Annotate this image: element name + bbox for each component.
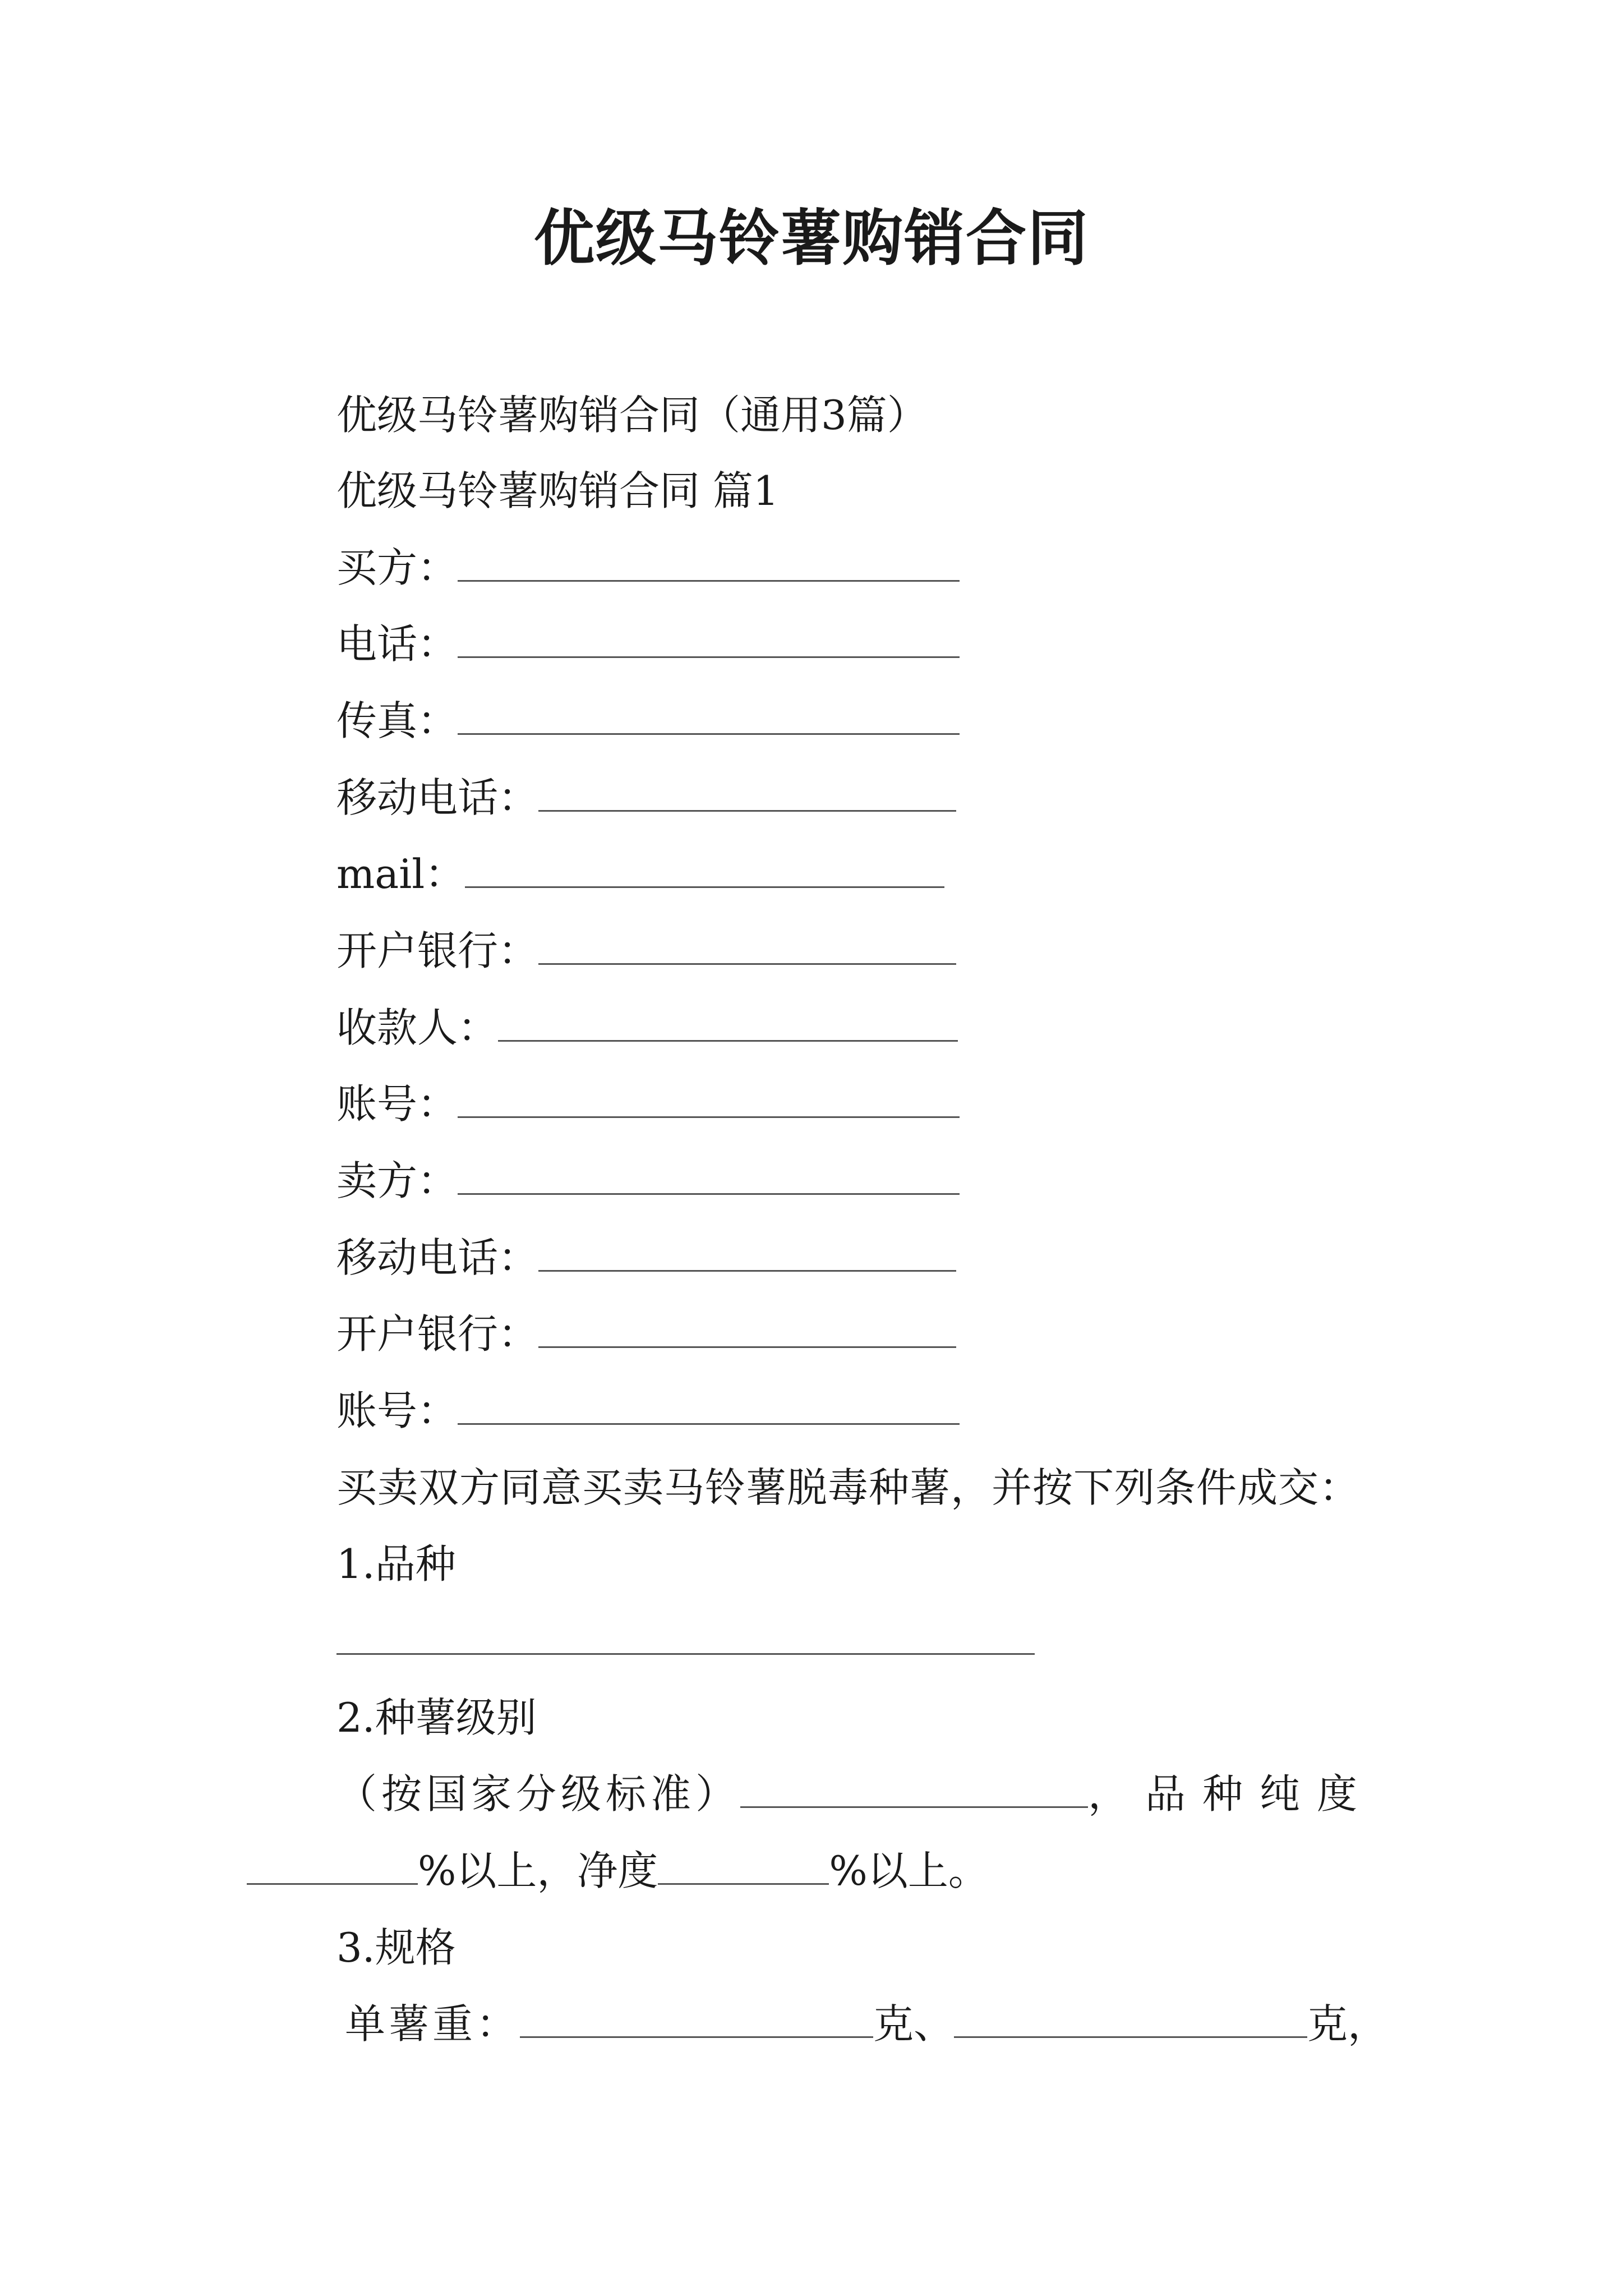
agreement-paragraph: 买卖双方同意买卖马铃薯脱毒种薯，并按下列条件成交：: [336, 1464, 1361, 1511]
payee-label: 收款人：: [336, 1004, 499, 1051]
buyer-bank-row: [336, 923, 956, 979]
purity-suffix: %以上，净度: [418, 1847, 658, 1894]
seller-label: 卖方：: [336, 1157, 458, 1204]
payee-blank[interactable]: [498, 1000, 958, 1042]
fax-blank[interactable]: [458, 693, 960, 735]
buyer-mobile-blank[interactable]: [538, 770, 956, 812]
seller-bank-row: [336, 1306, 956, 1362]
weight-max-blank[interactable]: [954, 1996, 1307, 2038]
weight-prefix: 单薯重：: [345, 2000, 520, 2047]
grade-prefix: （按国家分级标准）: [336, 1770, 741, 1818]
variety-blank[interactable]: [336, 1613, 1035, 1655]
weight-min-blank[interactable]: [520, 1996, 873, 2038]
seller-blank[interactable]: [458, 1153, 960, 1195]
cleanliness-suffix: %以上。: [829, 1847, 989, 1894]
mail-label: mail：: [336, 850, 465, 898]
seller-mobile-row: [336, 1230, 956, 1286]
purity-row: [247, 1843, 989, 1899]
buyer-row: [336, 540, 960, 596]
section-heading: 优级马铃薯购销合同 篇1: [336, 467, 779, 514]
mail-row: [336, 846, 944, 902]
payee-row: [336, 1000, 958, 1056]
buyer-bank-blank[interactable]: [538, 923, 956, 965]
buyer-blank[interactable]: [458, 540, 960, 582]
grade-blank[interactable]: [740, 1766, 1088, 1808]
fax-label: 传真：: [336, 697, 458, 744]
seller-bank-blank[interactable]: [538, 1306, 956, 1348]
grade-row: [336, 1766, 1374, 1822]
item-variety-heading: 1.品种: [336, 1540, 456, 1588]
seller-account-blank[interactable]: [458, 1383, 960, 1425]
buyer-bank-label: 开户银行：: [336, 927, 539, 974]
purity-blank[interactable]: [247, 1843, 418, 1885]
fax-row: [336, 693, 960, 749]
gram-label-1: 克、: [873, 2000, 955, 2047]
variety-row: [336, 1613, 1035, 1669]
buyer-account-row: [336, 1076, 960, 1132]
phone-blank[interactable]: [458, 616, 960, 658]
gram-label-2: 克，: [1307, 2000, 1389, 2047]
phone-label: 电话：: [336, 620, 458, 668]
item-spec-heading: 3.规格: [336, 1924, 456, 1971]
buyer-label: 买方：: [336, 544, 458, 591]
seller-mobile-label: 移动电话：: [336, 1234, 539, 1281]
mail-blank[interactable]: [465, 846, 944, 888]
buyer-mobile-row: [336, 770, 956, 826]
seller-mobile-blank[interactable]: [538, 1230, 956, 1272]
buyer-mobile-label: 移动电话：: [336, 774, 539, 821]
grade-suffix: ，品种纯度: [1088, 1770, 1375, 1818]
buyer-account-label: 账号：: [336, 1080, 458, 1128]
seller-row: [336, 1153, 960, 1209]
document-subtitle: 优级马铃薯购销合同（通用3篇）: [336, 392, 928, 439]
seller-account-label: 账号：: [336, 1387, 458, 1434]
document-title: 优级马铃薯购销合同: [533, 203, 1089, 274]
seller-account-row: [336, 1383, 960, 1439]
phone-row: [336, 616, 960, 672]
seller-bank-label: 开户银行：: [336, 1310, 539, 1358]
weight-row: [345, 1996, 1388, 2052]
buyer-account-blank[interactable]: [458, 1076, 960, 1118]
item-grade-heading: 2.种薯级别: [336, 1694, 537, 1741]
cleanliness-blank[interactable]: [658, 1843, 829, 1885]
